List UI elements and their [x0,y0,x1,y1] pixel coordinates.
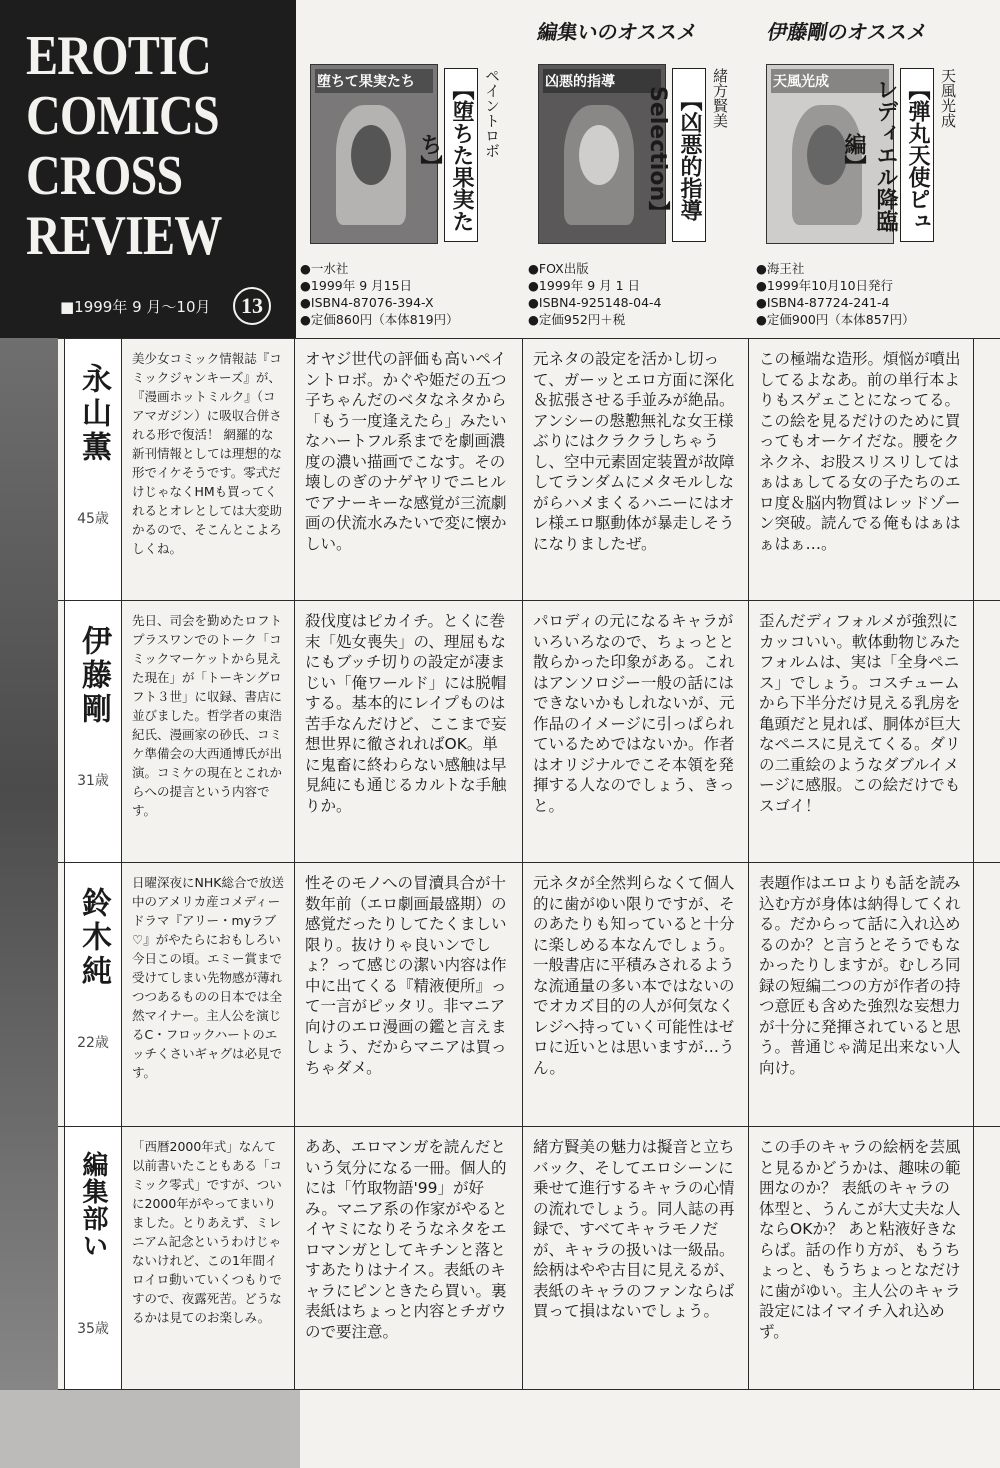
book-date: ●1999年 9 月15日 [300,278,413,293]
title-line: EROTIC [26,25,211,87]
bottom-band [0,1390,300,1468]
book-meta [528,260,662,328]
reviewer-name-cell [64,339,122,601]
review-text: 緒方賢美の魅力は擬音と立ちバック、そしてエロシーンに乗せて進行するキャラの心情の流れでしょう。同人誌の再録で、すべてキャラモノだが、キャラの扱いは一級品。絵柄はやや古目に見えるが、表紙のキャラのファンならば買って損はないでしょう。 [522,1127,748,1389]
title-line: REVIEW [26,205,222,267]
book-price: ●定価952円＋税 [528,312,626,327]
reviewer-row [58,600,1000,863]
reviewer-name: 鈴木純 [76,887,111,989]
reviewer-row [58,862,1000,1127]
review-text: 殺伐度はピカイチ。とくに巻末「処女喪失」の、理屈もなにもブッチ切りの設定が凄まじい「俺ワールド」には脱帽する。基本的にレイプものは苦手なんだけど、ここまで妄想世界に徹されればOK。単に鬼畜に終わらない感触は早見純にも通じるカルトな手触りか。 [294,601,520,863]
review-text: 元ネタが全然判らなくて個人的に歯がゆい限りですが、そのあたりも知っていると十分に楽しめる本なんでしょう。一般書店に平積みされるような流通量の多い本ではないのでオカズ目的の人が何気なくレジへ持っていく可能性はゼロに近いとは思いますが…うん。 [522,863,748,1127]
reviewer-name-cell [64,601,122,863]
book-isbn: ●ISBN4-87076-394-X [300,295,434,310]
book-meta [756,260,915,328]
page-title [26,26,222,266]
reviewer-row [58,338,1000,601]
reviewer-profile: 「西暦2000年式」なんて以前書いたこともある「コミック零式」ですが、ついに2000年がやってまいりました。とりあえず、ミレニアム記念というわけじゃないけれど、この1年間イロイロ動いていくつもりですので、夜露死苦。どうなるかは見てのお楽しみ。 [132,1139,283,1325]
book-meta [300,260,459,328]
reviewer-name: 永山薫 [76,363,111,465]
book-author: ペイントロボ [483,68,501,158]
book-author: 緒方賢美 [711,68,729,128]
reviewer-profile: 日曜深夜にNHK総合で放送中のアメリカ産コメディードラマ『アリー・myラブ♡』がやたらにおもしろい今日この頃。エミー賞まで受けてしまい先物感が薄れつつあるものの日本では全然マイナー。主人公を演じるC・フロックハートのエッチくさいギャグは必見です。 [132,875,284,1080]
review-text: 歪んだディフォルメが強烈にカッコいい。軟体動物じみたフォルムは、実は「全身ペニス」でしょう。コスチュームから下半分だけ見える乳房を亀頭だと見れば、胴体が巨大なペニスに見えてくる。ダリの二重絵のようなダブルイメージに感服。この絵だけでもスゴイ！ [748,601,974,863]
title-line: COMICS [26,85,219,147]
review-text: オヤジ世代の評価も高いペイントロボ。かぐや姫だの五つ子ちゃんだのベタなネタから「もう一度逢えたら」みたいなハートフル系までを劇画濃度の濃い描画でこなす。その壊しのぎのナゲヤリでニヒルでアナーキーな感覚が三流劇画の伏流水みたいで変に懐かしい。 [294,339,520,601]
reviewer-name: 編集部い [78,1151,108,1259]
book-title: 【凶悪的指導 Selection】 [672,68,706,242]
reviewer-name: 伊藤剛 [76,625,111,727]
review-text: 表題作はエロよりも話を読み込む方が身体は納得してくれる。だからって話に入れ込めるのか？と言うとそうでもなかったりしますが。むしろ同録の短編二つの方が作者の持つ意匠も含めた強烈な妄想力が十分に発揮されていると思う。普通じゃ満足出来ない人向け。 [748,863,974,1127]
book-date: ●1999年10月10日発行 [756,278,894,293]
reviewer-age: 31歳 [77,773,109,789]
editor-pick-heading: 編集いのオススメ [535,20,700,44]
book-title: 【弾丸天使ピュレディエル降臨編】 [900,68,934,242]
book-isbn: ●ISBN4-87724-241-4 [756,295,890,310]
cover-title: 天風光成 [771,69,889,93]
book-isbn: ●ISBN4-925148-04-4 [528,295,662,310]
issue-number-badge: 13 [233,287,271,325]
left-margin-shade [0,338,58,1468]
reviewer-age: 22歳 [77,1035,109,1051]
book-column [300,60,512,335]
book-publisher: ●一水社 [300,261,349,276]
review-text: ああ、エロマンガを読んだという気分になる一冊。個人的には「竹取物語'99」が好み。マニア系の作家がやるとイヤミになりそうなネタをエロマンガとしてキチンと落とすあたりはナイス。表紙のキャラにピンときたら買い。裏表紙はちょっと内容とチガウので要注意。 [294,1127,520,1389]
review-text: 性そのモノへの冒瀆具合が十数年前（エロ劇画最盛期）の感覚だったりしてたくましい限り。抜けりゃ良いンでしょ？って感じの潔い内容は作中に出てくる『精液便所』って一言がピッタリ。非マニア向けのエロ漫画の鑑と言えましょう、だからマニアは買っちゃダメ。 [294,863,520,1127]
cover-figure-shadow [579,125,619,185]
book-price: ●定価900円（本体857円） [756,312,915,327]
reviewer-profile: 先日、司会を勤めたロフトプラスワンでのトーク「コミックマーケットから見えた現在」が「トーキングロフト３世」に収録、書店に並びました。哲学者の東浩紀氏、漫画家の砂氏、コミケ準備会の大西通博氏が出演。コミケの現在とこれからへの提言という内容です。 [132,613,283,818]
review-text: この極端な造形。煩悩が噴出してるよなあ。前の単行本よりもスゲェことになってる。この絵を見るだけのために買ってもオーケイだな。腰をクネクネ、お股スリスリしてはぁはぁしてる女の子たちのエロ度＆脳内物質はレッドゾーン突破。読んでる俺もはぁはぁはぁ…。 [748,339,974,601]
title-block [0,0,296,338]
reviewer-name-cell [64,1127,122,1389]
reviewer-age: 45歳 [77,511,109,527]
book-publisher: ●海王社 [756,261,805,276]
review-text: この手のキャラの絵柄を芸風と見るかどうかは、趣味の範囲なのか？ 表紙のキャラの体型と、うんこが大丈夫な人ならOKか？ あと粘液好きならば。話の作り方が、もうちょっと、もうちょっとなだけに歯がゆい。主人公のキャラ設定にはイマイチ入れ込めず。 [748,1127,974,1389]
period-label: ■1999年 9 月〜10月 [60,298,211,316]
reviewer-row [58,1126,1000,1390]
book-author: 天風光成 [939,68,957,128]
reviewer-age: 35歳 [77,1321,109,1337]
book-column [528,60,740,335]
cover-figure-shadow [351,125,391,185]
title-line: CROSS [26,145,183,207]
book-publisher: ●FOX出版 [528,261,589,276]
review-text: パロディの元になるキャラがいろいろなので、ちょっとと散らかった印象がある。これはアンソロジー一般の話にはできないかもしれないが、元作品のイメージに引っぱられているためではないか。作者はオリジナルでこそ本領を発揮する人なのでしょう、きっと。 [522,601,748,863]
review-text: 元ネタの設定を活かし切って、ガーッとエロ方面に深化＆拡張させる手並みが絶品。アンシーの慇懃無礼な女王様ぶりにはクラクラしちゃうし、空中元素固定装置が故障してランダムにメタモルしながらハメまくるハニーにはオレ様エロ駆動体が暴走しそうになりましたぜ。 [522,339,748,601]
review-table [58,338,1000,1390]
reviewer-profile: 美少女コミック情報誌『コミックジャンキーズ』が、『漫画ホットミルク』（コアマガジン）に吸収合併される形で復活！ 網羅的な新刊情報としては理想的な形でイケそうです。零式だけじゃなくHMも買ってくれるとオレとしては大変助かるので、そこんとこよろしくね。 [132,351,283,556]
book-date: ●1999年 9 月 1 日 [528,278,641,293]
cover-title: 凶悪的指導 [543,69,661,93]
book-column [756,60,968,335]
cover-title: 堕ちて果実たち [315,69,433,93]
ito-pick-heading: 伊藤剛のオススメ [765,20,930,44]
reviewer-name-cell [64,863,122,1127]
book-price: ●定価860円（本体819円） [300,312,459,327]
book-title: 【堕ちた果実たち】 [444,68,478,242]
